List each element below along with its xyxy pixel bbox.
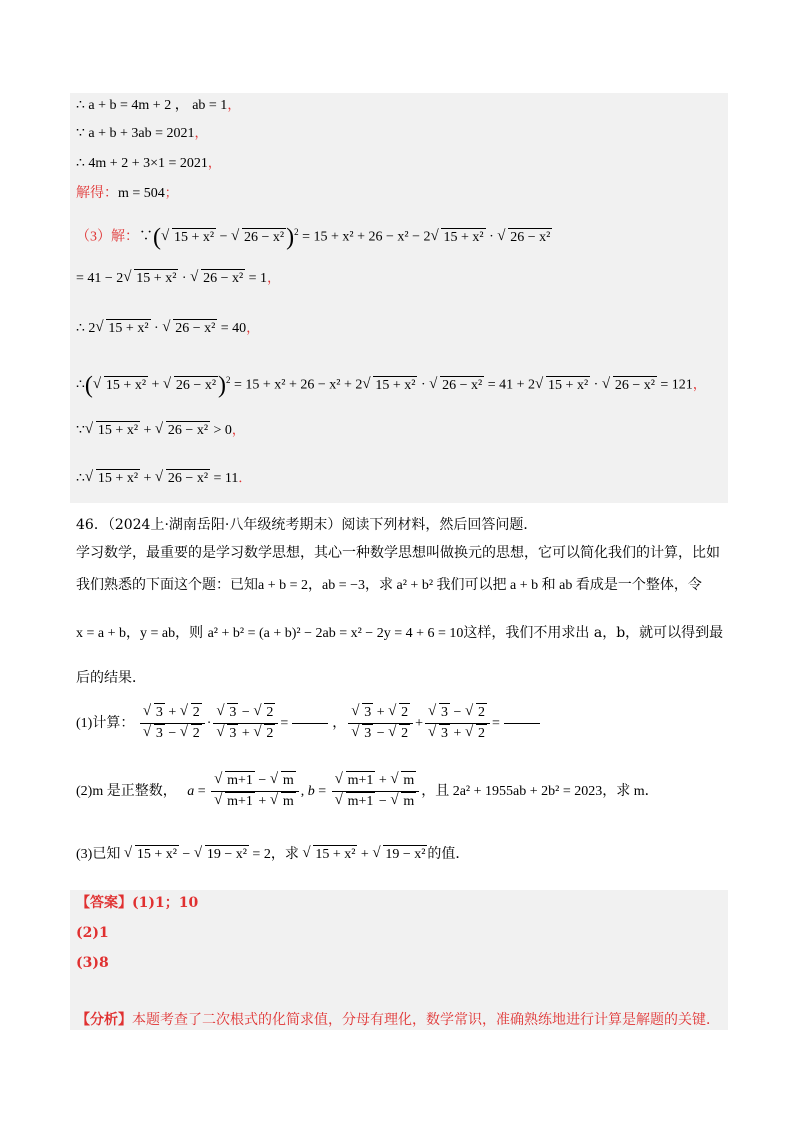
analysis-line xyxy=(76,1010,720,1030)
equation: > 0 xyxy=(213,423,232,438)
paragraph-text: x = a + b，y = ab xyxy=(76,626,176,641)
problem-para-3 xyxy=(76,623,723,644)
question-1: (1)计算： √ 3 + √ 2 √ 3 − √ 2 · √ 3 − √ 2 √ 3 + √ 2 = ， √ 3 + √ 2 √ 3 − √ 2 + √ 3 − √ 2 √ 3 + √ 2 = xyxy=(76,702,544,746)
problem-para-2 xyxy=(76,575,702,596)
problem-source: （2024上·湖南岳阳·八年级统考期末）阅读下列材料，然后回答问题． xyxy=(107,517,538,533)
answer-3: (3)8 xyxy=(76,955,109,971)
solution-line-5: （3）解：∵(√ 15 + x² − √ 26 − x²)$^2$ = 15 + x² + 26 − x² − 2√ 15 + x² · √ 26 − x² xyxy=(76,222,552,248)
solution-line-4: 解得：m = 504； xyxy=(76,185,178,201)
solution-line-1: ∴ a + b = 4m + 2 ， ab = 1， xyxy=(76,97,241,113)
answer-2: (2)1 xyxy=(76,925,109,941)
answer-line-1 xyxy=(76,893,198,913)
solution-line-10: ∴√ 15 + x² + √ 26 − x² = 11． xyxy=(76,468,251,489)
solution-line-7: ∴ 2√ 15 + x² · √ 26 − x² = 40， xyxy=(76,318,259,339)
problem-header xyxy=(76,515,537,535)
analysis-label: 【分析】 xyxy=(76,1012,132,1028)
answer-label: 【答案】 xyxy=(76,895,132,911)
answer-line-3 xyxy=(76,953,109,973)
equation: = 41 + 2 xyxy=(487,377,536,393)
solution-line-9: ∵√ 15 + x² + √ 26 − x² > 0， xyxy=(76,420,245,441)
problem-para-1 xyxy=(76,543,720,563)
equation: ∵ a + b + 3ab = 2021 xyxy=(76,126,195,141)
equation: = 41 − 2 xyxy=(76,271,124,286)
part3-label: （3）解： xyxy=(76,229,139,245)
solution-line-3: ∴ 4m + 2 + 3×1 = 2021， xyxy=(76,155,221,171)
equation: = 40 xyxy=(220,321,247,336)
question-text: ，求 xyxy=(270,847,299,862)
paragraph-text: a² + b² = (a + b)² − 2ab = x² − 2y = 4 + 6 = 10 xyxy=(207,626,464,641)
equation: = 1 xyxy=(248,271,268,286)
question-condition: ，且 2a² + 1955ab + 2b² = 2023，求 m． xyxy=(421,784,659,799)
question-label: (2)m 是正整数， xyxy=(76,784,177,799)
equation: = 15 + x² + 26 − x² − 2 xyxy=(302,229,431,245)
question-text: 的值． xyxy=(427,847,470,862)
analysis-text: 本题考查了二次根式的化简求值，分母有理化，数学常识，准确熟练地进行计算是解题的关键． xyxy=(132,1012,720,1028)
paragraph-text: a + b = 2，ab = −3，求 a² + b² 我们可以把 a + b 和 ab 看成是一个整体，令 xyxy=(258,578,702,593)
equation: = 15 + x² + 26 − x² + 2 xyxy=(234,377,363,393)
paragraph-text: 我们熟悉的下面这个题：已知 xyxy=(76,577,258,593)
equation: = 121 xyxy=(660,377,693,393)
paragraph-text: 学习数学，最重要的是学习数学思想，其心一种数学思想叫做换元的思想，它可以简化我们的计算，比如 xyxy=(76,545,720,561)
answer-blank xyxy=(292,723,328,724)
solve-label: 解得： xyxy=(76,186,118,201)
paragraph-text: 这样，我们不用求出 a，b，就可以得到最 xyxy=(463,625,724,641)
question-2: (2)m 是正整数， a = √ m+1 − √ m √ m+1 + √ m , b = √ m+1 + √ m √ m+1 − √ m ，且 2a² + 1955ab + 2b² = 2023，求 m． xyxy=(76,770,659,814)
equation: m = 504 xyxy=(118,186,165,201)
problem-number: 46． xyxy=(76,517,108,533)
paragraph-text: ，则 xyxy=(175,625,204,641)
question-label: (3)已知 xyxy=(76,847,121,862)
equation: ∴ 4m + 2 + 3×1 = 2021 xyxy=(76,156,208,171)
answer-blank xyxy=(504,723,540,724)
solution-line-2: ∵ a + b + 3ab = 2021， xyxy=(76,125,208,141)
problem-para-4 xyxy=(76,668,146,688)
answer-1: (1)1；10 xyxy=(132,895,199,911)
question-label: (1)计算： xyxy=(76,716,135,731)
solution-line-8: ∴(√ 15 + x² + √ 26 − x²)$^2$ = 15 + x² + 26 − x² + 2√ 15 + x² · √ 26 − x² = 41 + 2√ 15 + x² · √ 26 − x² = 121， xyxy=(76,370,706,396)
question-3: (3)已知 √ 15 + x² − √ 19 − x² = 2，求 √ 15 + x² + √ 19 − x² 的值． xyxy=(76,845,469,865)
paragraph-text: 后的结果． xyxy=(76,670,146,686)
equation: ∴ a + b = 4m + 2 ， ab = 1 xyxy=(76,98,228,113)
solution-line-6: = 41 − 2√ 15 + x² · √ 26 − x² = 1， xyxy=(76,268,280,289)
answer-line-2 xyxy=(76,923,109,943)
equation: = 11 xyxy=(213,471,239,486)
